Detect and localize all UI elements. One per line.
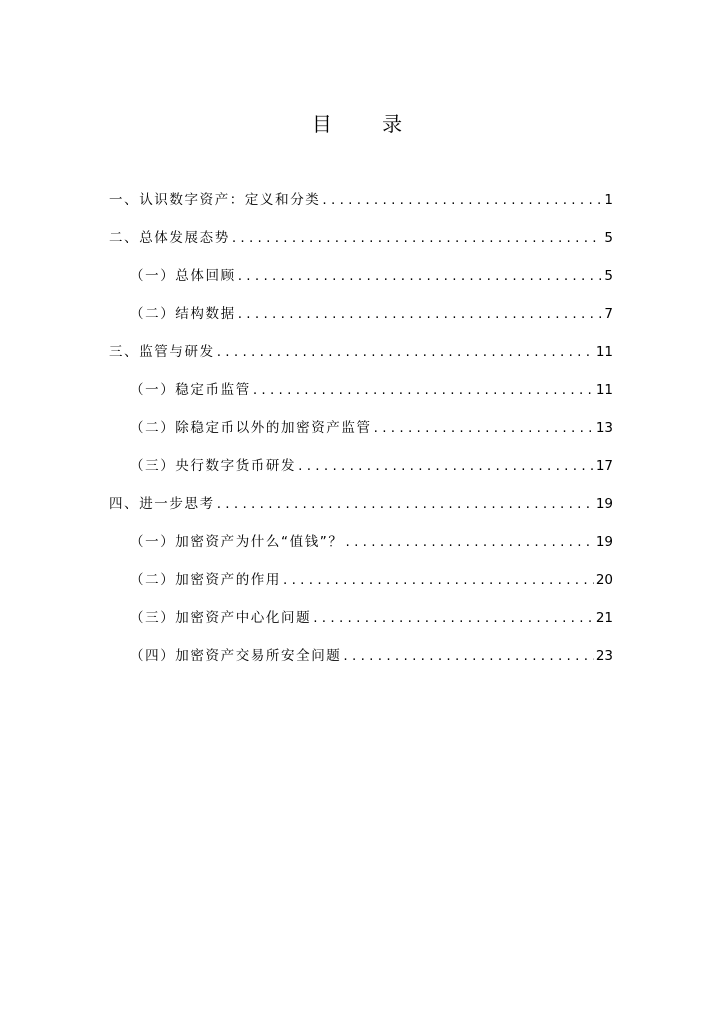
dot-leader xyxy=(232,230,603,246)
toc-entry[interactable] xyxy=(130,302,613,322)
toc-entry-text: （一）总体回顾 xyxy=(130,268,236,284)
toc-entry-text: （四）加密资产交易所安全问题 xyxy=(130,648,342,664)
dot-leader xyxy=(253,382,594,398)
toc-entry[interactable] xyxy=(130,530,613,550)
toc-entry-text: （三）央行数字货币研发 xyxy=(130,458,297,474)
toc-entry-text: （一）稳定币监管 xyxy=(130,382,251,398)
dot-leader xyxy=(322,192,602,208)
toc-entry-text: （二）除稳定币以外的加密资产监管 xyxy=(130,420,372,436)
dot-leader xyxy=(313,610,594,626)
toc-entry[interactable] xyxy=(130,264,613,284)
toc-entry[interactable] xyxy=(130,454,613,474)
toc-entry-text: （二）结构数据 xyxy=(130,306,236,322)
toc-entry-page: 19 xyxy=(595,534,613,550)
toc-entry[interactable] xyxy=(109,492,613,512)
toc-entry[interactable] xyxy=(130,378,613,398)
dot-leader xyxy=(374,420,594,436)
dot-leader xyxy=(217,496,594,512)
toc-entry[interactable] xyxy=(109,340,613,360)
dot-leader xyxy=(238,306,603,322)
toc-entry[interactable] xyxy=(130,416,613,436)
toc-entry-text: 一、认识数字资产：定义和分类 xyxy=(109,192,321,208)
toc-entry-page: 11 xyxy=(595,344,613,360)
toc-entry-page: 11 xyxy=(595,382,613,398)
toc-entry-text: 三、监管与研发 xyxy=(109,344,215,360)
toc-title: 目 录 xyxy=(311,112,425,136)
toc-entry-page: 7 xyxy=(604,306,613,322)
toc-entry[interactable] xyxy=(130,606,613,626)
dot-leader xyxy=(346,534,594,550)
toc-entry-text: 四、进一步思考 xyxy=(109,496,215,512)
toc-entry[interactable] xyxy=(130,568,613,588)
toc-entry-text: （二）加密资产的作用 xyxy=(130,572,281,588)
toc-entry-text: （三）加密资产中心化问题 xyxy=(130,610,312,626)
toc-entry-page: 5 xyxy=(604,230,613,246)
toc-entry[interactable] xyxy=(109,226,613,246)
toc-entry[interactable] xyxy=(109,188,613,208)
toc-entry-page: 21 xyxy=(595,610,613,626)
toc-entry-page: 5 xyxy=(604,268,613,284)
toc-entry-page: 23 xyxy=(595,648,613,664)
toc-entry-text: 二、总体发展态势 xyxy=(109,230,230,246)
toc-entry-page: 1 xyxy=(604,192,613,208)
toc-entry-text: （一）加密资产为什么“值钱”？ xyxy=(130,534,344,550)
toc-entry-page: 17 xyxy=(595,458,613,474)
dot-leader xyxy=(283,572,594,588)
dot-leader xyxy=(238,268,603,284)
toc-entry-page: 19 xyxy=(595,496,613,512)
dot-leader xyxy=(343,648,593,664)
toc-entry-page: 20 xyxy=(595,572,613,588)
toc-entry[interactable] xyxy=(130,644,613,664)
dot-leader xyxy=(217,344,594,360)
toc-entry-page: 13 xyxy=(595,420,613,436)
dot-leader xyxy=(298,458,594,474)
